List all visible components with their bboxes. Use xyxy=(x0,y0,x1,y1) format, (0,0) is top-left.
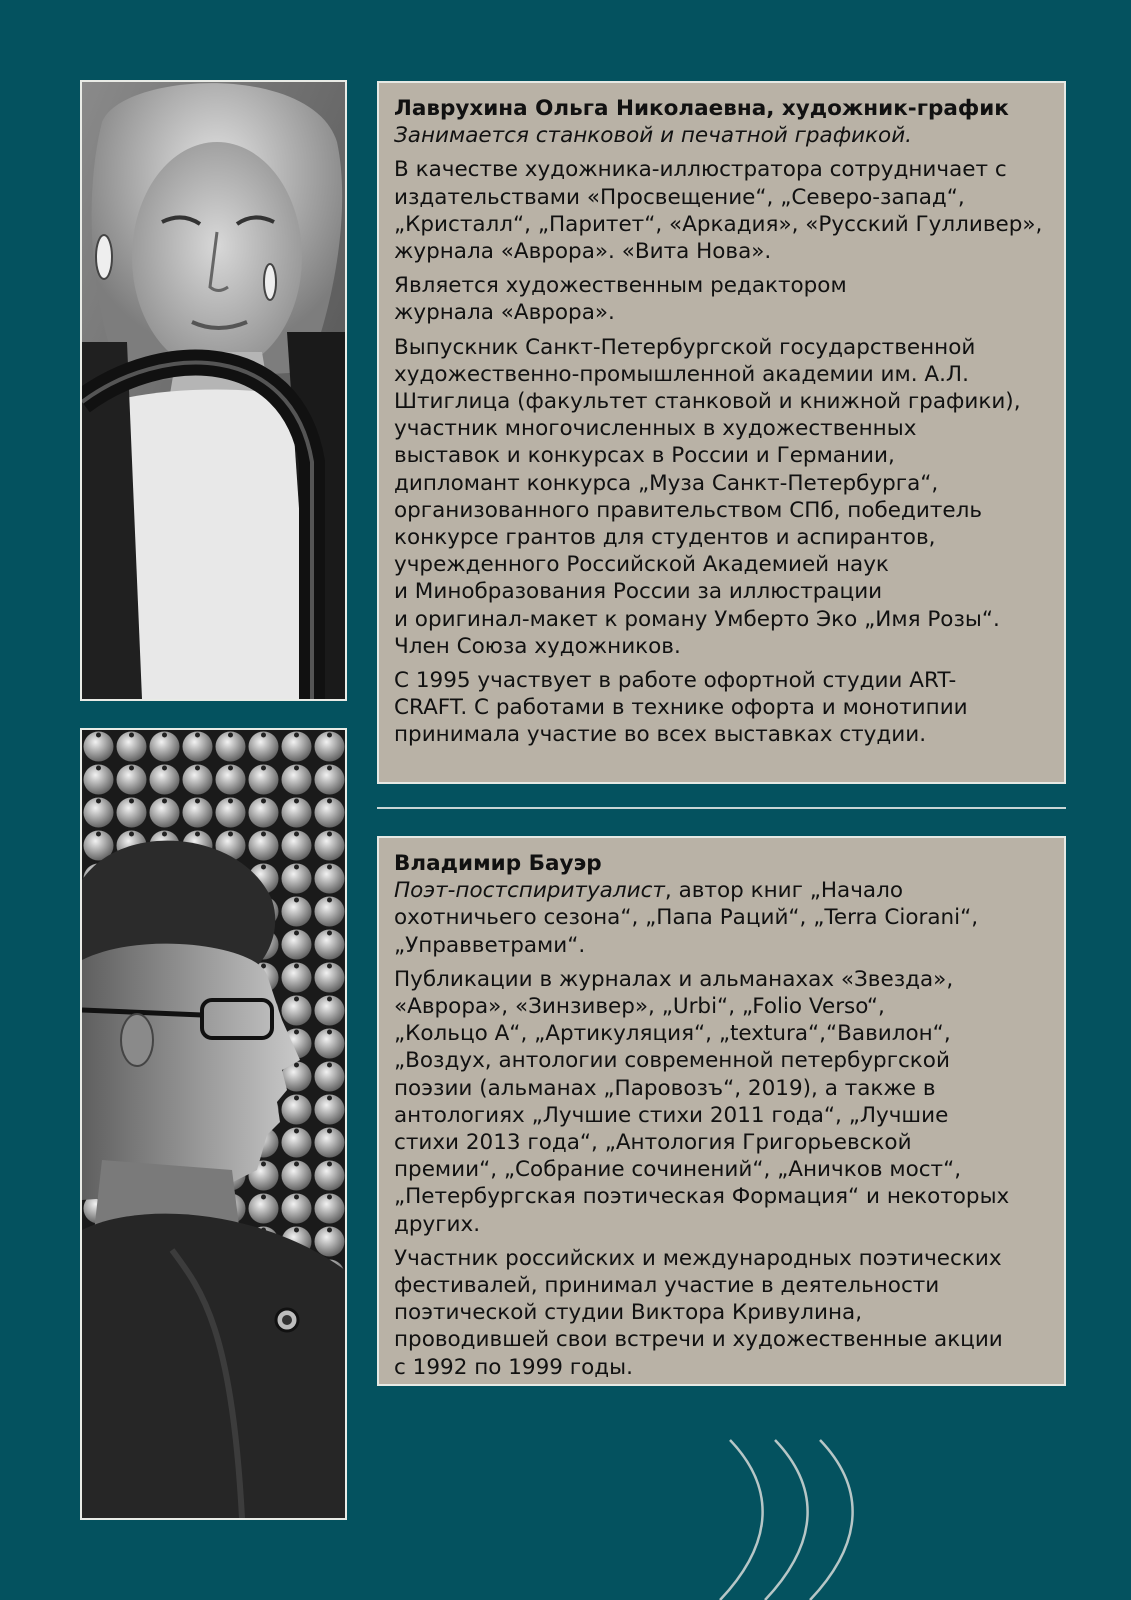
wave-lines-icon xyxy=(700,1432,870,1600)
bio-paragraph: В качестве художника-иллюстратора сотрудничает с издательствами «Просвещение“, „Северо-запад“, „Кристалл“, „Паритет“, «Аркадия», «Русский Гулливер», журнала «Аврора». «Вита Нова». xyxy=(394,157,1043,265)
person-role: Поэт-постспиритуалист xyxy=(394,878,665,904)
bio-paragraph: С 1995 участвует в работе офортной студии ART- CRAFT. С работами в технике офорта и монотипии принимала участие во всех выставках студии. xyxy=(394,668,968,748)
bio-header xyxy=(394,95,1050,149)
portrait-photo-bauer xyxy=(80,728,347,1520)
person-name: Владимир Бауэр xyxy=(394,851,602,876)
bio-paragraph: Участник российских и международных поэтических фестивалей, принимал участие в деятельности поэтической студии Виктора Кривулина, проводившей свои встречи и художественные акции с 1992 по 1999 годы. xyxy=(394,1245,1003,1380)
person-subtitle: Занимается станковой и печатной графикой. xyxy=(394,123,913,149)
bio-intro-text: , автор книг „Начало охотничьего сезона“, „Папа Раций“, „Terra Ciorani“, „Управветрами“. xyxy=(394,878,979,958)
bio-paragraph: Публикации в журналах и альманахах «Звезда», «Аврора», «Зинзивер», „Urbi“, „Folio Verso“, „Кольцо А“, „Артикуляция“, „textura“,“Вавилон“, „Воздух, антологии современной петербургской поэзии (альманах „Паровозъ“, 2019), а также в антологиях „Лучшие стихи 2011 года“, „Лучшие стихи 2013 года“, „Антология Григорьевской премии“, „Собрание сочинений“, „Аничков мост“, „Петербургская поэтическая Формация“ и некоторых других. xyxy=(394,966,1010,1237)
bio-intro xyxy=(394,877,1050,959)
person-name: Лаврухина Ольга Николаевна, художник-график xyxy=(394,96,1009,121)
bio-card-lavrukhina xyxy=(377,81,1066,784)
bio-card-bauer xyxy=(377,836,1066,1386)
section-divider xyxy=(377,807,1066,809)
portrait-photo-lavrukhina xyxy=(80,80,347,701)
bio-paragraph: Является художественным редактором журнала «Аврора». xyxy=(394,273,847,326)
bio-paragraph: Выпускник Санкт-Петербургской государственной художественно-промышленной академии им. А.Л. Штиглица (факультет станковой и книжной графики), участник многочисленных в художественных выставок и конкурсах в России и Германии, дипломант конкурса „Муза Санкт-Петербурга“, организованного правительством СПб, победитель конкурсе грантов для студентов и аспирантов, учрежденного Российской Академией наук и Минобразования России за иллюстрации и оригинал-макет к роману Умберто Эко „Имя Розы“. Член Союза художников. xyxy=(394,334,1021,659)
